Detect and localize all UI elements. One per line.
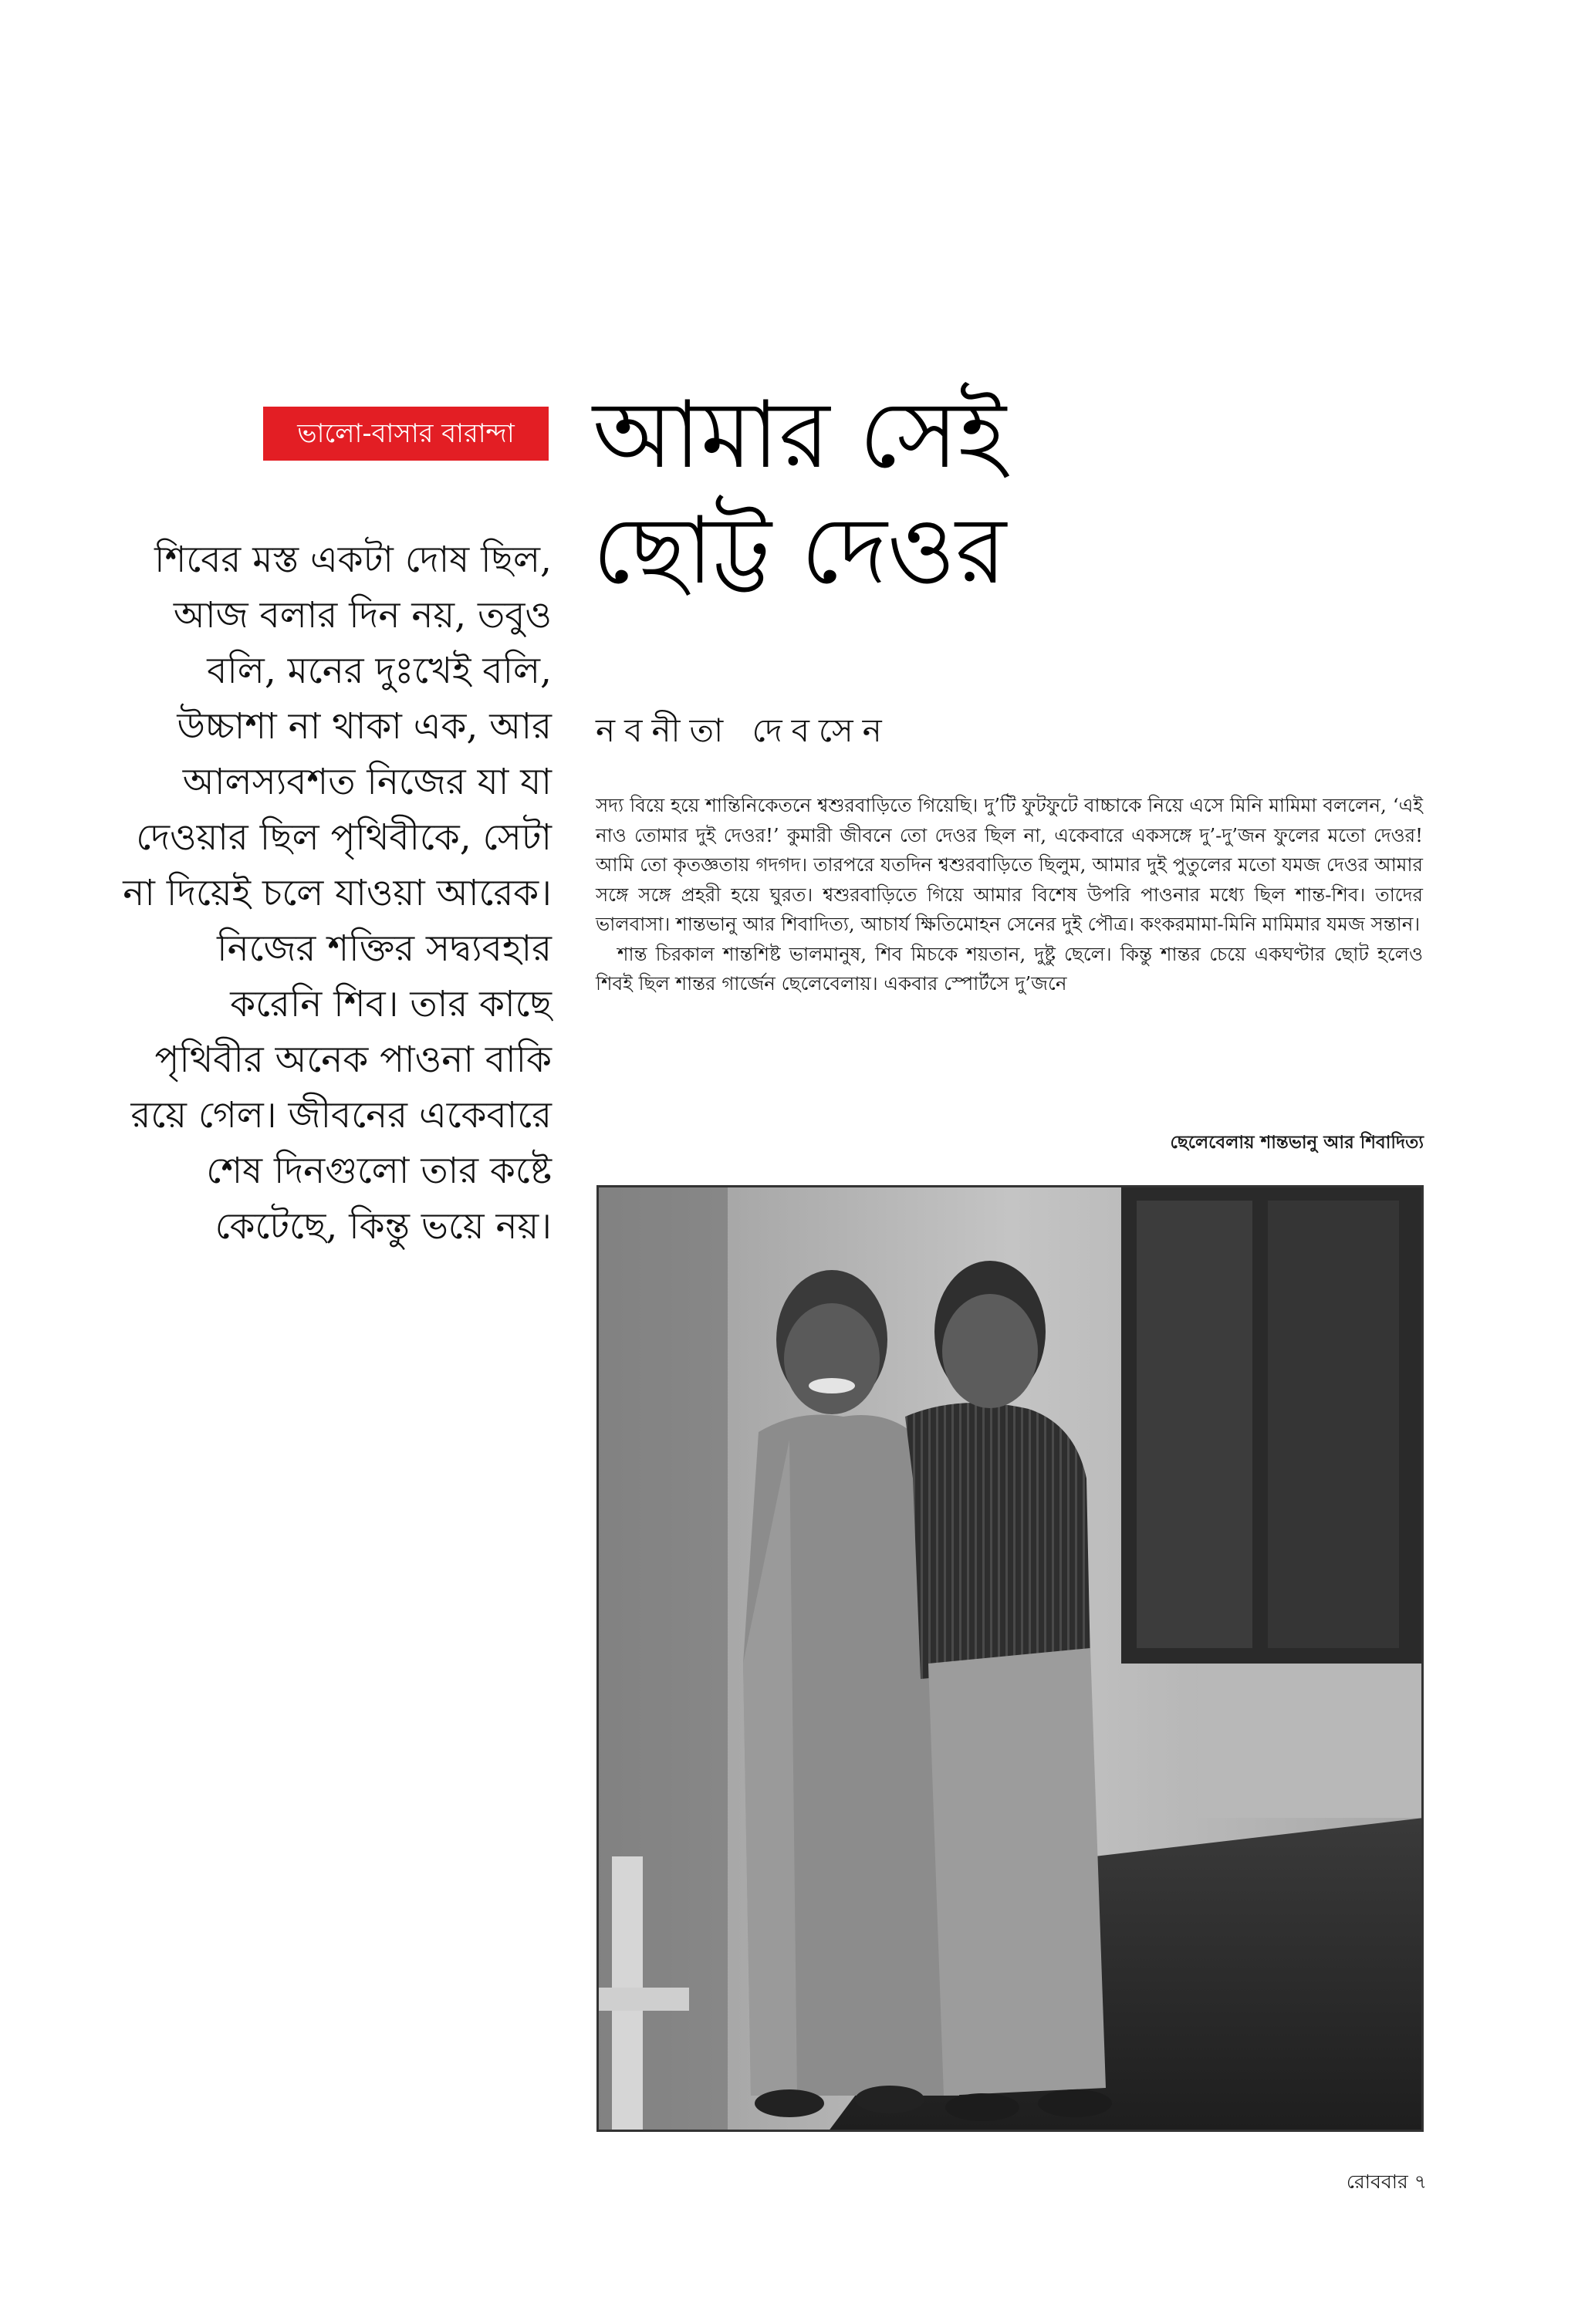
- article-body: [596, 791, 1423, 999]
- author-byline: নবনীতা দেবসেন: [596, 711, 891, 749]
- headline: [593, 378, 1542, 610]
- article-paragraph: শান্ত চিরকাল শান্তশিষ্ট ভালমানুষ, শিব মিচকে শয়তান, দুষ্টু ছেলে। কিন্তু শান্তর চেয়ে একঘণ্টার ছোট হলেও শিবই ছিল শান্তর গার্জেন ছেলেবেলায়। একবার স্পোর্টসে দু’জনে: [596, 942, 1423, 995]
- page-folio: রোববার ৭: [1346, 2170, 1427, 2193]
- article-paragraph: সদ্য বিয়ে হয়ে শান্তিনিকেতনে শ্বশুরবাড়িতে গিয়েছি। দু’টি ফুটফুটে বাচ্চাকে নিয়ে এসে মিনি মামিমা বললেন, ‘এই নাও তোমার দুই দেওর!’ কুমারী জীবনে তো দেওর ছিল না, একেবারে একসঙ্গে দু’-দু’জন ফুলের মতো দেওর! আমি তো কৃতজ্ঞতায় গদগদ। তারপরে যতদিন শ্বশুরবাড়িতে ছিলুম, আমার দুই পুতুলের মতো যমজ দেওর আমার সঙ্গে সঙ্গে প্রহরী হয়ে ঘুরত। শ্বশুরবাড়িতে গিয়ে আমার বিশেষ উপরি পাওনার মধ্যে ছিল শান্ত-শিব। তাদের ভালবাসা। শান্তভানু আর শিবাদিত্য, আচার্য ক্ষিতিমোহন সেনের দুই পৌত্র। কংকরমামা-মিনি মামিমার যমজ সন্তান।: [596, 794, 1423, 935]
- pull-quote-text: শিবের মস্ত একটা দোষ ছিল, আজ বলার দিন নয়, তবুও বলি, মনের দুঃখেই বলি, উচ্চাশা না থাকা এক, আর আলস্যবশত নিজের যা যা দেওয়ার ছিল পৃথিবীকে, সেটা না দিয়েই চলে যাওয়া আরেক। নিজের শক্তির সদ্ব্যবহার করেনি শিব। তার কাছে পৃথিবীর অনেক পাওনা বাকি রয়ে গেল। জীবনের একেবারে শেষ দিনগুলো তার কষ্টে কেটেছে, কিন্তু ভয়ে নয়।: [123, 539, 552, 1248]
- section-tag: ভালো-বাসার বারান্দা: [263, 407, 549, 461]
- pull-quote: [116, 532, 552, 1255]
- headline-line-1: আমার সেই: [593, 382, 1006, 489]
- photo-twin-boys: [596, 1185, 1424, 2132]
- photo-caption: ছেলেবেলায় শান্তভানু আর শিবাদিত্য: [1170, 1133, 1424, 1153]
- headline-line-2: ছোট্ট দেওর: [593, 498, 1007, 605]
